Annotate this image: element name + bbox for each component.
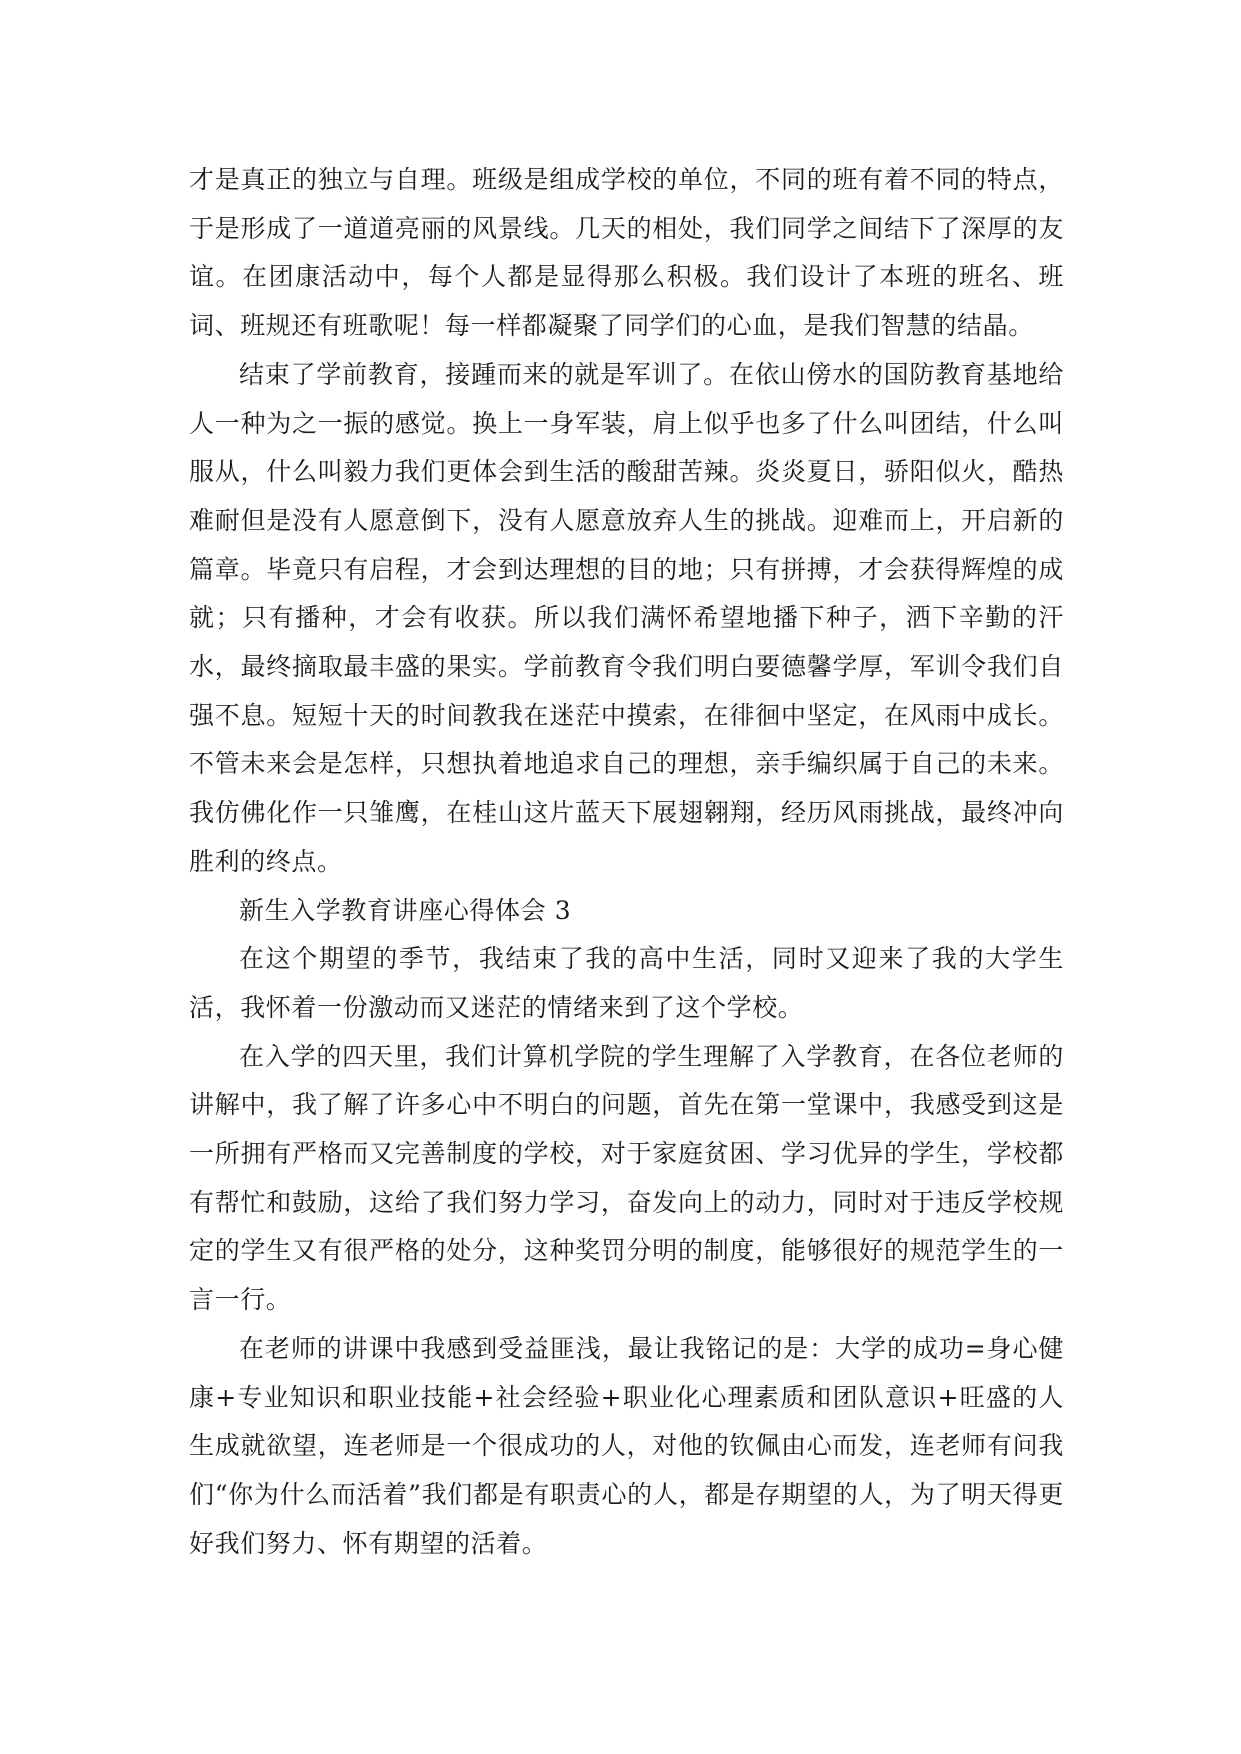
section-heading: 新生入学教育讲座心得体会 3 bbox=[239, 895, 572, 925]
document-body bbox=[189, 156, 1064, 1568]
paragraph-lecture: 在老师的讲课中我感到受益匪浅，最让我铭记的是：大学的成功=身心健康+专业知识和职业技能+社会经验+职业化心理素质和团队意识+旺盛的人生成就欲望，连老师是一个很成功的人，对他的钦佩由心而发，连老师有问我们“你为什么而活着”我们都是有职责心的人，都是存期望的人，为了明天得更好我们努力、怀有期望的活着。 bbox=[189, 1333, 1064, 1558]
paragraph-continuation: 才是真正的独立与自理。班级是组成学校的单位，不同的班有着不同的特点，于是形成了一道道亮丽的风景线。几天的相处，我们同学之间结下了深厚的友谊。在团康活动中，每个人都是显得那么积极。我们设计了本班的班名、班词、班规还有班歌呢！每一样都凝聚了同学们的心血，是我们智慧的结晶。 bbox=[189, 165, 1064, 341]
paragraph-intro: 在这个期望的季节，我结束了我的高中生活，同时又迎来了我的大学生活，我怀着一份激动而又迷茫的情绪来到了这个学校。 bbox=[189, 944, 1064, 1022]
paragraph-military-training: 结束了学前教育，接踵而来的就是军训了。在依山傍水的国防教育基地给人一种为之一振的感觉。换上一身军装，肩上似乎也多了什么叫团结，什么叫服从，什么叫毅力我们更体会到生活的酸甜苦辣。炎炎夏日，骄阳似火，酷热难耐但是没有人愿意倒下，没有人愿意放弃人生的挑战。迎难而上，开启新的篇章。毕竟只有启程，才会到达理想的目的地；只有拼搏，才会获得辉煌的成就；只有播种，才会有收获。所以我们满怀希望地播下种子，洒下辛勤的汗水，最终摘取最丰盛的果实。学前教育令我们明白要德馨学厚，军训令我们自强不息。短短十天的时间教我在迷茫中摸索，在徘徊中坚定，在风雨中成长。不管未来会是怎样，只想执着地追求自己的理想，亲手编织属于自己的未来。我仿佛化作一只雏鹰，在桂山这片蓝天下展翅翱翔，经历风雨挑战，最终冲向胜利的终点。 bbox=[189, 359, 1064, 876]
paragraph-orientation: 在入学的四天里，我们计算机学院的学生理解了入学教育，在各位老师的讲解中，我了解了许多心中不明白的问题，首先在第一堂课中，我感受到这是一所拥有严格而又完善制度的学校，对于家庭贫困、学习优异的学生，学校都有帮忙和鼓励，这给了我们努力学习，奋发向上的动力，同时对于违反学校规定的学生又有很严格的处分，这种奖罚分明的制度，能够很好的规范学生的一言一行。 bbox=[189, 1041, 1064, 1315]
